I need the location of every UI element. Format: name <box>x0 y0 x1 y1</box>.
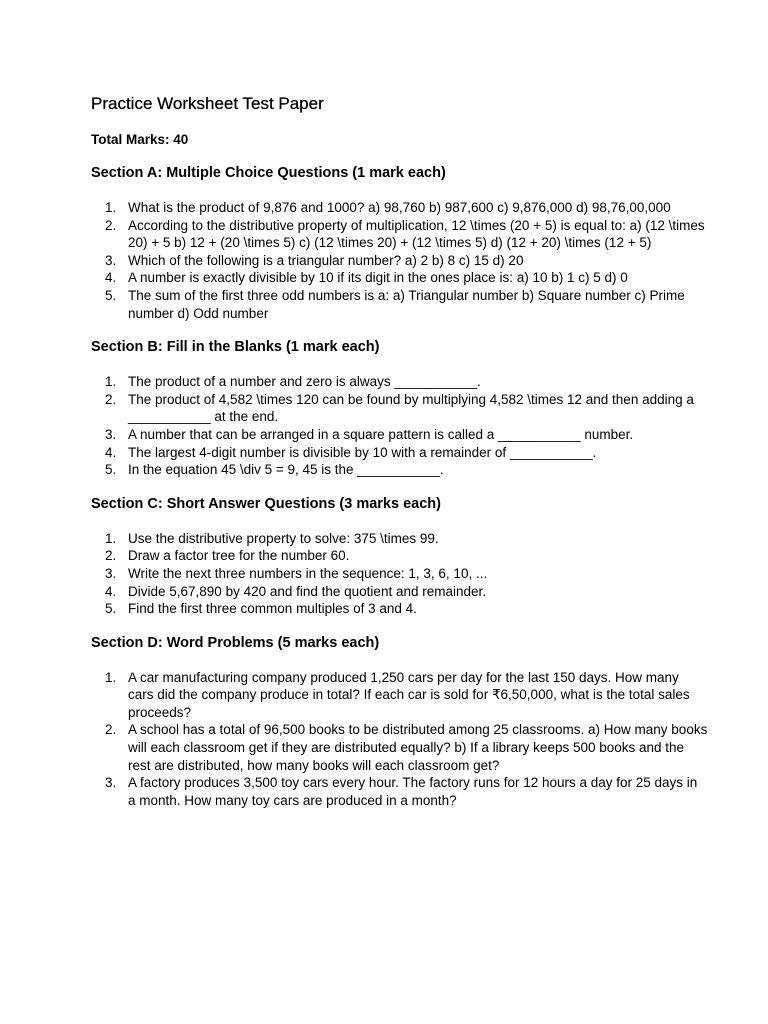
question-text: In the equation 45 \div 5 = 9, 45 is the ___________. <box>128 462 444 478</box>
question-text: According to the distributive property of multiplication, 12 \times (20 + 5) is equal to: a) (12 \times 20) + 5 b) 12 + (20 \times 5) c) (12 \times 20) + (12 \times 5) d) (12 + 20) \times (12 + 5) <box>128 217 705 251</box>
total-marks: Total Marks: 40 <box>91 132 189 147</box>
question-list <box>91 669 708 810</box>
question-text: The product of 4,582 \times 120 can be found by multiplying 4,582 \times 12 and then adding a ___________ at the end. <box>128 391 694 425</box>
list-item: 5. The sum of the first three odd numbers is a: a) Triangular number b) Square number c) Prime number d) Odd number <box>105 287 685 321</box>
list-item: 2. Draw a factor tree for the number 60. <box>105 548 350 564</box>
question-text: The product of a number and zero is always ___________. <box>128 374 481 390</box>
section-heading: Section C: Short Answer Questions (3 marks each) <box>91 495 441 512</box>
question-text: Use the distributive property to solve: 375 \times 99. <box>128 530 439 546</box>
list-item: 3. A factory produces 3,500 toy cars every hour. The factory runs for 12 hours a day for 25 days in a month. How many toy cars are produced in a month? <box>105 775 698 808</box>
list-item: 5. In the equation 45 \div 5 = 9, 45 is the ___________. <box>105 462 444 478</box>
list-item: 4. The largest 4-digit number is divisible by 10 with a remainder of ___________. <box>105 444 597 460</box>
section-a <box>91 163 708 322</box>
list-item: 4. A number is exactly divisible by 10 if its digit in the ones place is: a) 10 b) 1 c) 5 d) 0 <box>105 270 628 286</box>
list-item: 2. According to the distributive property of multiplication, 12 \times (20 + 5) is equal to: a) (12 \times 20) + 5 b) 12 + (20 \times 5) c) (12 \times 20) + (12 \times 5) d) (12 + 20) \times (12 + 5) <box>105 217 705 251</box>
question-text: Find the first three common multiples of 3 and 4. <box>128 601 417 617</box>
question-text: Divide 5,67,890 by 420 and find the quotient and remainder. <box>128 583 487 599</box>
section-heading: Section D: Word Problems (5 marks each) <box>91 634 380 651</box>
list-item: 5. Find the first three common multiples of 3 and 4. <box>105 601 417 617</box>
question-list <box>91 530 708 618</box>
question-list <box>91 199 708 322</box>
list-item: 1. The product of a number and zero is always ___________. <box>105 374 481 390</box>
list-item: 3. Write the next three numbers in the sequence: 1, 3, 6, 10, ... <box>105 565 488 581</box>
section-d <box>91 633 708 810</box>
section-b <box>91 337 708 479</box>
list-item: 3. Which of the following is a triangular number? a) 2 b) 8 c) 15 d) 20 <box>105 252 524 268</box>
list-item: 1. What is the product of 9,876 and 1000? a) 98,760 b) 987,600 c) 9,876,000 d) 98,76,00,000 <box>105 200 671 215</box>
question-text: A car manufacturing company produced 1,250 cars per day for the last 150 days. How many cars did the company produce in total? If each car is sold for ₹6,50,000, what is the total sales proceeds? <box>128 669 690 720</box>
list-item: 1. A car manufacturing company produced 1,250 cars per day for the last 150 days. How many cars did the company produce in total? If each car is sold for ₹6,50,000, what is the total sales proceeds? <box>105 669 690 720</box>
question-text: Write the next three numbers in the sequence: 1, 3, 6, 10, ... <box>128 565 488 581</box>
list-item: 2. A school has a total of 96,500 books to be distributed among 25 classrooms. a) How many books will each classroom get if they are distributed equally? b) If a library keeps 500 books and the rest are distributed, how many books will each classroom get? <box>105 722 708 773</box>
page-title: Practice Worksheet Test Paper <box>91 94 324 113</box>
question-text: A school has a total of 96,500 books to be distributed among 25 classrooms. a) How many books will each classroom get if they are distributed equally? b) If a library keeps 500 books and the rest are distributed, how many books will each classroom get? <box>128 722 708 773</box>
question-text: The sum of the first three odd numbers is a: a) Triangular number b) Square number c) Prime number d) Odd number <box>128 287 685 321</box>
question-list <box>91 373 708 479</box>
list-item: 3. A number that can be arranged in a square pattern is called a ___________ number. <box>105 426 634 442</box>
question-text: Draw a factor tree for the number 60. <box>128 548 350 564</box>
list-item: 2. The product of 4,582 \times 120 can be found by multiplying 4,582 \times 12 and then adding a ___________ at the end. <box>105 391 694 425</box>
question-text: What is the product of 9,876 and 1000? a) 98,760 b) 987,600 c) 9,876,000 d) 98,76,00,000 <box>128 200 671 215</box>
section-c <box>91 494 708 618</box>
question-text: Which of the following is a triangular number? a) 2 b) 8 c) 15 d) 20 <box>128 252 524 268</box>
question-text: The largest 4-digit number is divisible by 10 with a remainder of ___________. <box>128 444 597 460</box>
list-item: 4. Divide 5,67,890 by 420 and find the quotient and remainder. <box>105 583 487 599</box>
section-heading: Section A: Multiple Choice Questions (1 mark each) <box>91 165 446 181</box>
question-text: A number that can be arranged in a square pattern is called a ___________ number. <box>128 426 634 442</box>
question-text: A factory produces 3,500 toy cars every hour. The factory runs for 12 hours a day for 25 days in a month. How many toy cars are produced in a month? <box>128 775 698 808</box>
section-heading: Section B: Fill in the Blanks (1 mark each) <box>91 339 380 356</box>
question-text: A number is exactly divisible by 10 if its digit in the ones place is: a) 10 b) 1 c) 5 d) 0 <box>128 270 628 286</box>
list-item: 1. Use the distributive property to solve: 375 \times 99. <box>105 530 439 546</box>
